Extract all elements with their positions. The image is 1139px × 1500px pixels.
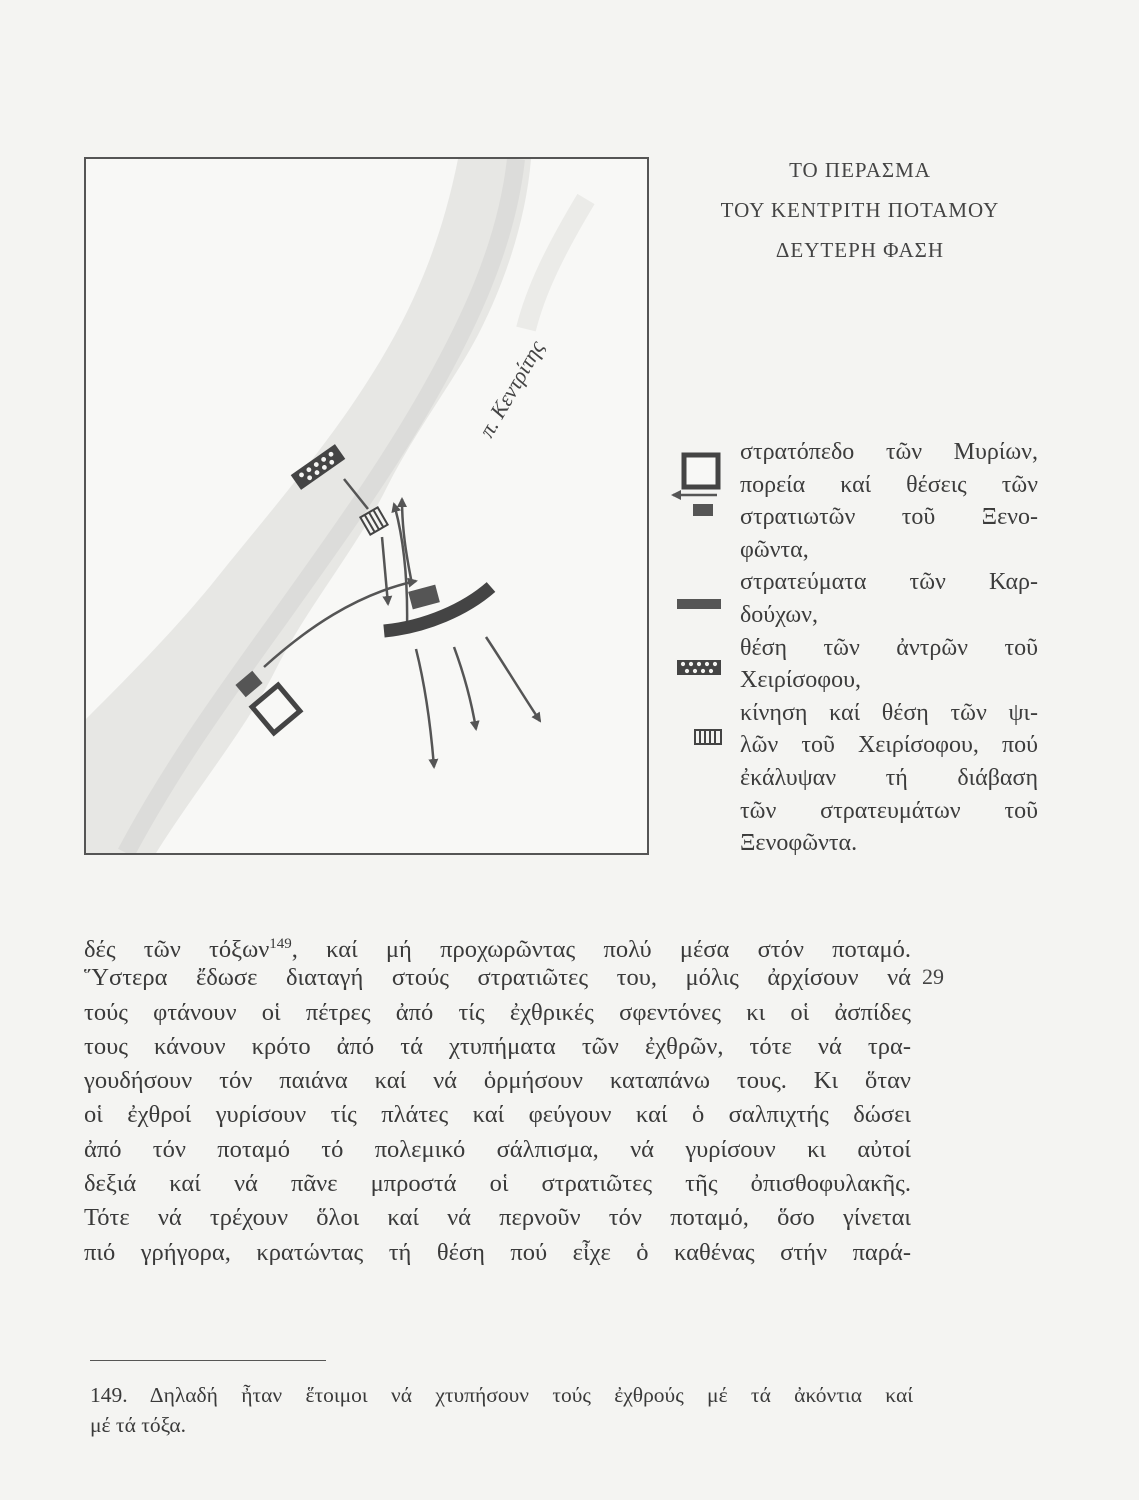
legend-line: λῶν τοῦ Χειρίσοφου, πού — [740, 732, 1038, 759]
footnote-line: 149. Δηλαδή ἦταν ἕτοιμοι νά χτυπήσουν τούς ἐχθρούς μέ τά ἀκόντια καί — [90, 1383, 913, 1407]
footnote-ref: 149 — [269, 936, 292, 952]
body-line: Τότε νά τρέχουν ὅλοι καί νά περνοῦν τόν ποταμό, ὅσο γίνεται — [84, 1204, 911, 1232]
body-line: τους κάνουν κρότο ἀπό τά χτυπήματα τῶν ἐχθρῶν, τότε νά τρα- — [84, 1032, 911, 1060]
body-line: οἱ ἐχθροί γυρίσουν τίς πλάτες καί φεύγουν καί ὁ σαλπιχτής δώσει — [84, 1101, 911, 1129]
map-title-line-3: ΔΕΥΤΕΡΗ ΦΑΣΗ — [775, 238, 945, 262]
body-line: δεξιά καί νά πᾶνε μπροστά οἱ στρατιῶτες τῆς ὀπισθοφυλακῆς. — [84, 1170, 911, 1198]
legend-line: στρατιωτῶν τοῦ Ξενο- — [740, 504, 1038, 531]
body-text-fragment: δές τῶν τόξων — [84, 936, 270, 963]
river-label: π. Κεντρίτης — [473, 335, 550, 442]
legend-line: Ξενοφῶντα. — [740, 830, 858, 857]
footnote-line: μέ τά τόξα. — [90, 1413, 187, 1437]
battle-map — [86, 159, 647, 853]
legend-line: στρατεύματα τῶν Καρ- — [740, 569, 1038, 596]
legend-line: πορεία καί θέσεις τῶν — [740, 471, 1038, 498]
legend-text — [740, 436, 1038, 860]
legend-line: Χειρίσοφου, — [740, 667, 861, 694]
legend-camp-icon — [684, 455, 718, 487]
legend-caves-icon — [677, 660, 721, 675]
legend-position-icon — [693, 504, 713, 516]
body-line: ἀπό τόν ποταμό τό πολεμικό σάλπισμα, νά γυρίσουν κι αὐτοί — [84, 1135, 911, 1163]
body-line: πιό γρήγορα, κρατώντας τή θέση πού εἶχε ὁ καθένας στήν παρά- — [84, 1238, 911, 1266]
margin-section-number: 29 — [922, 964, 944, 989]
legend-light-troops-icon — [695, 730, 721, 744]
map-figure — [84, 157, 649, 855]
legend-line: στρατόπεδο τῶν Μυρίων, — [740, 439, 1038, 465]
legend-line: θέση τῶν ἀντρῶν τοῦ — [740, 634, 1038, 661]
legend-symbols — [665, 436, 735, 856]
footnote-rule — [90, 1360, 326, 1361]
body-line: Ὕστερα ἔδωσε διαταγή στούς στρατιῶτες του, μόλις ἀρχίσουν νά — [84, 964, 911, 992]
legend-line: φῶντα, — [740, 536, 809, 563]
body-paragraph — [84, 927, 911, 1270]
footnote — [90, 1380, 913, 1440]
legend-line: ἐκάλυψαν τή διάβαση — [740, 764, 1038, 791]
body-line: γουδήσουν τόν παιάνα καί νά ὁρμήσουν καταπάνω τους. Κι ὅταν — [84, 1067, 911, 1095]
river-kentritis — [86, 159, 531, 853]
body-text-fragment: , καί μή προχωρῶντας πολύ μέσα στόν ποταμό. — [291, 936, 911, 963]
legend-line: κίνηση καί θέση τῶν ψι- — [740, 699, 1038, 726]
body-line-1 — [84, 927, 911, 961]
legend-line: τῶν στρατευμάτων τοῦ — [740, 797, 1038, 824]
map-title — [660, 150, 1060, 270]
legend-line: δούχων, — [740, 601, 818, 628]
legend-carduchi-icon — [677, 599, 721, 609]
map-title-line-1: ΤΟ ΠΕΡΑΣΜΑ — [789, 158, 931, 182]
body-line: τούς φτάνουν οἱ πέτρες ἀπό τίς ἐχθρικές σφεντόνες κι οἱ ἀσπίδες — [84, 998, 911, 1026]
xenophon-troops-symbol — [408, 585, 440, 610]
map-title-line-2: ΤΟΥ ΚΕΝΤΡΙΤΗ ΠΟΤΑΜΟΥ — [720, 198, 1000, 222]
